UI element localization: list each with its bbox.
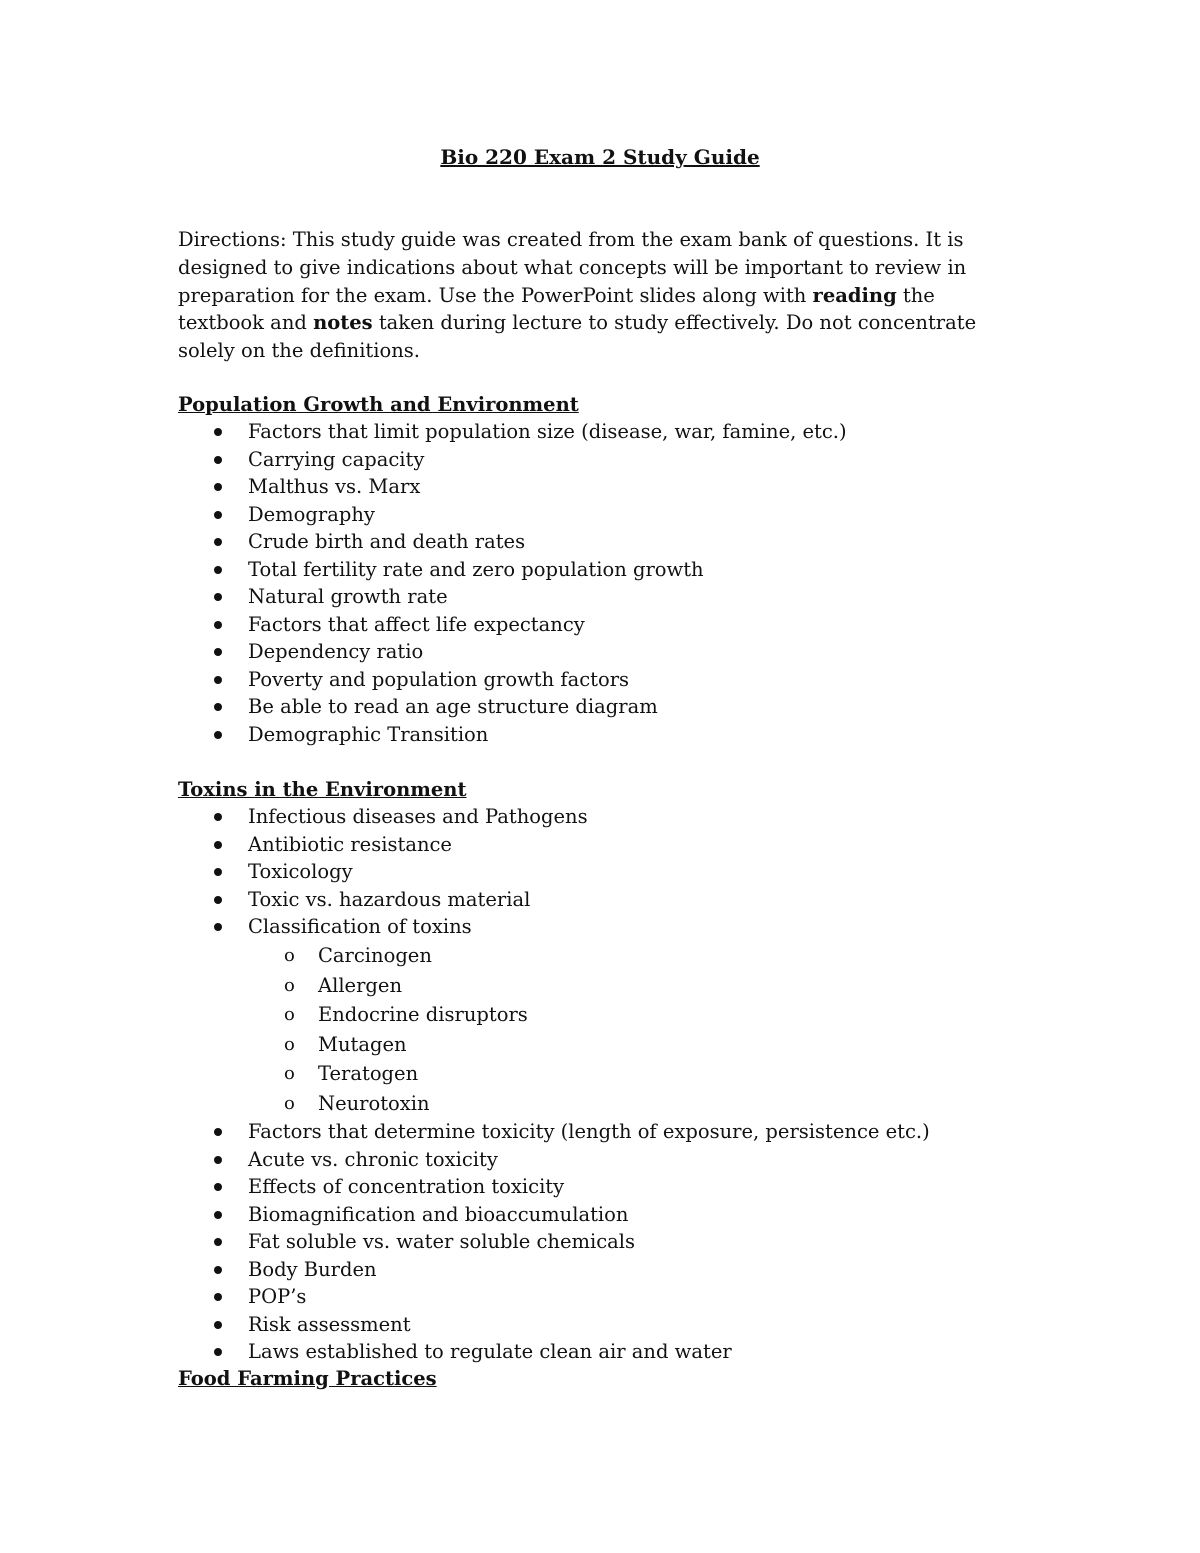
list-item (178, 1256, 930, 1284)
list-item (178, 666, 847, 694)
bullet-icon (214, 703, 222, 711)
list-item (178, 528, 847, 556)
list-item (178, 1118, 930, 1146)
list-item (178, 858, 588, 886)
list-item-text: Classification of toxins (248, 915, 472, 938)
bullet-icon (214, 538, 222, 546)
list-item (178, 1338, 930, 1366)
list-item-text: Factors that determine toxicity (length of exposure, persistence etc.) (248, 1120, 930, 1143)
list-item (178, 1311, 930, 1339)
list-item (178, 501, 847, 529)
list-item-text: Effects of concentration toxicity (248, 1175, 565, 1198)
list-item-text: Demography (248, 502, 375, 526)
list-item-text: POP’s (248, 1285, 307, 1308)
bullet-icon (214, 621, 222, 629)
list-item (178, 886, 588, 914)
circle-bullet-icon: o (284, 1004, 295, 1025)
list-item (178, 1228, 930, 1256)
bullet-icon (214, 1321, 222, 1329)
circle-bullet-icon: o (284, 1063, 295, 1084)
bullet-icon (214, 483, 222, 491)
list-item (178, 446, 847, 474)
list-item-text: Infectious diseases and Pathogens (248, 805, 588, 828)
list-item (178, 1146, 930, 1174)
bullet-icon (214, 676, 222, 684)
list-item-text: Fat soluble vs. water soluble chemicals (248, 1230, 636, 1253)
bullet-icon (214, 428, 222, 436)
list-item-text: Toxicology (248, 860, 353, 883)
list-item (178, 556, 847, 584)
list-item (178, 1173, 930, 1201)
sub-list (248, 941, 528, 1118)
list-item-text: Crude birth and death rates (248, 530, 526, 553)
list-item-text: Factors that limit population size (disease, war, famine, etc.) (248, 420, 847, 443)
list-item-text: Demographic Transition (248, 722, 489, 746)
sub-list-wrapper (178, 941, 528, 1118)
directions-text-1: Directions: This study guide was created from the exam bank of questions. It is designed to give indications about what concepts will be important to review in preparation for the exam. Use the PowerPoint slides along with (178, 228, 967, 307)
list-item (178, 721, 847, 749)
page-title: Bio 220 Exam 2 Study Guide (440, 145, 760, 169)
population-topic-list (178, 418, 847, 748)
directions-paragraph (178, 226, 998, 365)
sub-list-item (178, 1030, 528, 1060)
section-heading-food-farming: Food Farming Practices (178, 1367, 437, 1390)
sub-list-item-text: Neurotoxin (318, 1091, 430, 1115)
bullet-icon (214, 896, 222, 904)
sub-list-item (178, 1059, 528, 1089)
list-item-text: Body Burden (248, 1257, 377, 1281)
section-heading-population: Population Growth and Environment (178, 393, 579, 416)
sub-list-item-text: Allergen (318, 973, 402, 997)
circle-bullet-icon: o (284, 945, 295, 966)
list-item (178, 638, 847, 666)
circle-bullet-icon: o (284, 1092, 295, 1114)
toxins-topic-list-continued (178, 1118, 930, 1366)
list-item-text: Factors that affect life expectancy (248, 612, 585, 636)
list-item-text: Total fertility rate and zero population growth (248, 557, 704, 581)
bullet-icon (214, 1293, 222, 1301)
toxins-topic-list (178, 803, 588, 941)
bullet-icon (214, 868, 222, 876)
bullet-icon (214, 1348, 222, 1356)
bullet-icon (214, 1211, 222, 1219)
list-item-text: Dependency ratio (248, 640, 424, 663)
circle-bullet-icon: o (284, 1033, 295, 1055)
bullet-icon (214, 593, 222, 601)
list-item-text: Be able to read an age structure diagram (248, 695, 658, 718)
list-item-text: Risk assessment (248, 1312, 411, 1336)
bullet-icon (214, 566, 222, 574)
sub-list-item-text: Mutagen (318, 1032, 407, 1056)
list-item (178, 913, 588, 941)
list-item-text: Natural growth rate (248, 585, 448, 608)
list-item (178, 803, 588, 831)
list-item (178, 473, 847, 501)
directions-bold-notes: notes (313, 311, 373, 335)
list-item (178, 831, 588, 859)
bullet-icon (214, 841, 222, 849)
list-item-text: Laws established to regulate clean air and water (248, 1340, 732, 1363)
circle-bullet-icon: o (284, 974, 295, 996)
sub-list-item (178, 1089, 528, 1119)
list-item (178, 418, 847, 446)
sub-list-item (178, 971, 528, 1001)
sub-list-item-text: Teratogen (318, 1062, 419, 1085)
list-item-text: Toxic vs. hazardous material (248, 887, 531, 911)
list-item (178, 611, 847, 639)
list-item-text: Malthus vs. Marx (248, 475, 421, 498)
list-item-text: Carrying capacity (248, 447, 425, 471)
toxin-classification-list (178, 941, 528, 1118)
bullet-icon (214, 648, 222, 656)
list-item (178, 1283, 930, 1311)
list-item (178, 693, 847, 721)
bullet-icon (214, 1238, 222, 1246)
bullet-icon (214, 1183, 222, 1191)
list-item-text: Poverty and population growth factors (248, 667, 630, 691)
list-item (178, 583, 847, 611)
list-item-text: Biomagnification and bioaccumulation (248, 1202, 629, 1226)
list-item (178, 1201, 930, 1229)
bullet-icon (214, 1266, 222, 1274)
directions-bold-reading: reading (812, 283, 897, 307)
bullet-icon (214, 813, 222, 821)
bullet-icon (214, 1128, 222, 1136)
sub-list-item (178, 941, 528, 971)
list-item-text: Acute vs. chronic toxicity (248, 1147, 498, 1171)
bullet-icon (214, 923, 222, 931)
bullet-icon (214, 511, 222, 519)
sub-list-item-text: Endocrine disruptors (318, 1003, 528, 1026)
section-heading-toxins: Toxins in the Environment (178, 778, 467, 801)
bullet-icon (214, 731, 222, 739)
directions-text-3: taken during lecture to study effectively. Do not concentrate solely on the definitions. (178, 311, 977, 363)
directions-text-2: the textbook and (178, 283, 935, 335)
sub-list-item (178, 1000, 528, 1030)
bullet-icon (214, 1156, 222, 1164)
sub-list-item-text: Carcinogen (318, 944, 432, 967)
bullet-icon (214, 456, 222, 464)
list-item-text: Antibiotic resistance (248, 832, 452, 856)
